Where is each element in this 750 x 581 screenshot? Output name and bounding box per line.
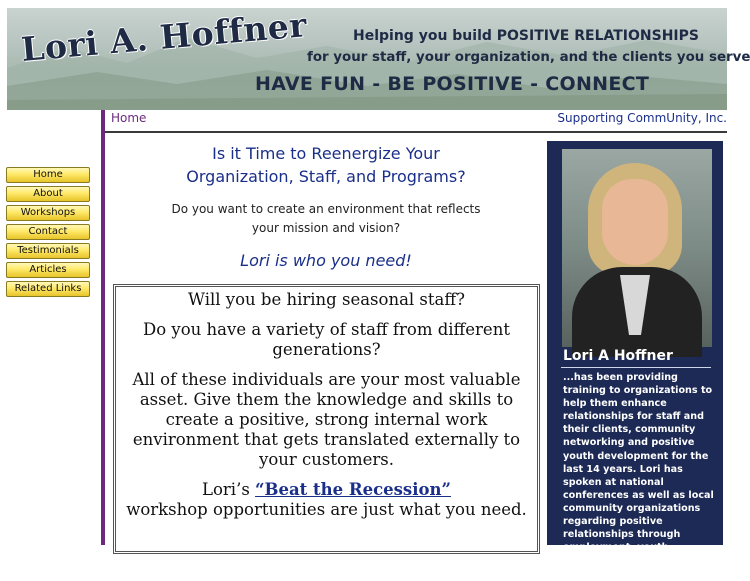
- profile-name: Lori A Hoffner: [563, 348, 673, 364]
- site-logo[interactable]: Lori A. Hoffner: [19, 5, 309, 69]
- nav-home-button[interactable]: Home: [6, 167, 90, 183]
- box-paragraph-seasonal: Will you be hiring seasonal staff?: [188, 290, 465, 309]
- banner-tagline-1: Helping you build POSITIVE RELATIONSHIPS: [353, 28, 699, 44]
- left-nav: [6, 167, 90, 300]
- breadcrumb-home-link[interactable]: Home: [111, 111, 147, 125]
- header-divider: [105, 131, 727, 133]
- page-headline: [130, 142, 522, 188]
- intro-question: [130, 200, 522, 238]
- header-banner: [7, 5, 750, 110]
- box-paragraph-workshop: [116, 480, 537, 520]
- question-line-1: Do you want to create an environment that reflects: [171, 202, 481, 216]
- content-box: [113, 284, 540, 554]
- box-paragraph-asset: All of these individuals are your most valuable asset. Give them the knowledge and skills to create a positive, strong internal work environment that gets translated externally to your customers.: [132, 370, 521, 469]
- banner-tagline-2: for your staff, your organization, and the clients you serve: [307, 50, 750, 65]
- headline-line-2: Organization, Staff, and Programs?: [186, 167, 466, 186]
- profile-bio: ...has been providing training to organizations to help them enhance relationships for staff and their clients, community networking and positive youth development for the last 14 years. Lori has spoken at national conferences as well as local community organizations regarding positive relationships through employment, youth development, and community: [563, 372, 714, 580]
- nav-related-links-button[interactable]: Related Links: [6, 281, 90, 297]
- headline-line-1: Is it Time to Reenergize Your: [212, 144, 440, 163]
- nav-about-button[interactable]: About: [6, 186, 90, 202]
- organization-link[interactable]: Supporting CommUnity, Inc.: [557, 111, 727, 125]
- workshop-text-post: workshop opportunities are just what you need.: [126, 500, 527, 519]
- profile-sidebar: [547, 141, 723, 580]
- question-line-2: your mission and vision?: [251, 221, 401, 235]
- workshop-text-pre: Lori’s: [202, 480, 256, 499]
- tagline-lori: Lori is who you need!: [240, 251, 412, 270]
- lori-hoffner-photo: [562, 149, 712, 347]
- beat-the-recession-link[interactable]: “Beat the Recession”: [255, 480, 451, 499]
- box-paragraph-generations: Do you have a variety of staff from different generations?: [143, 320, 510, 359]
- nav-workshops-button[interactable]: Workshops: [6, 205, 90, 221]
- nav-articles-button[interactable]: Articles: [6, 262, 90, 278]
- profile-divider: [561, 367, 711, 368]
- nav-divider: [101, 110, 105, 545]
- banner-tagline-3: HAVE FUN - BE POSITIVE - CONNECT: [255, 73, 650, 95]
- nav-contact-button[interactable]: Contact: [6, 224, 90, 240]
- nav-testimonials-button[interactable]: Testimonials: [6, 243, 90, 259]
